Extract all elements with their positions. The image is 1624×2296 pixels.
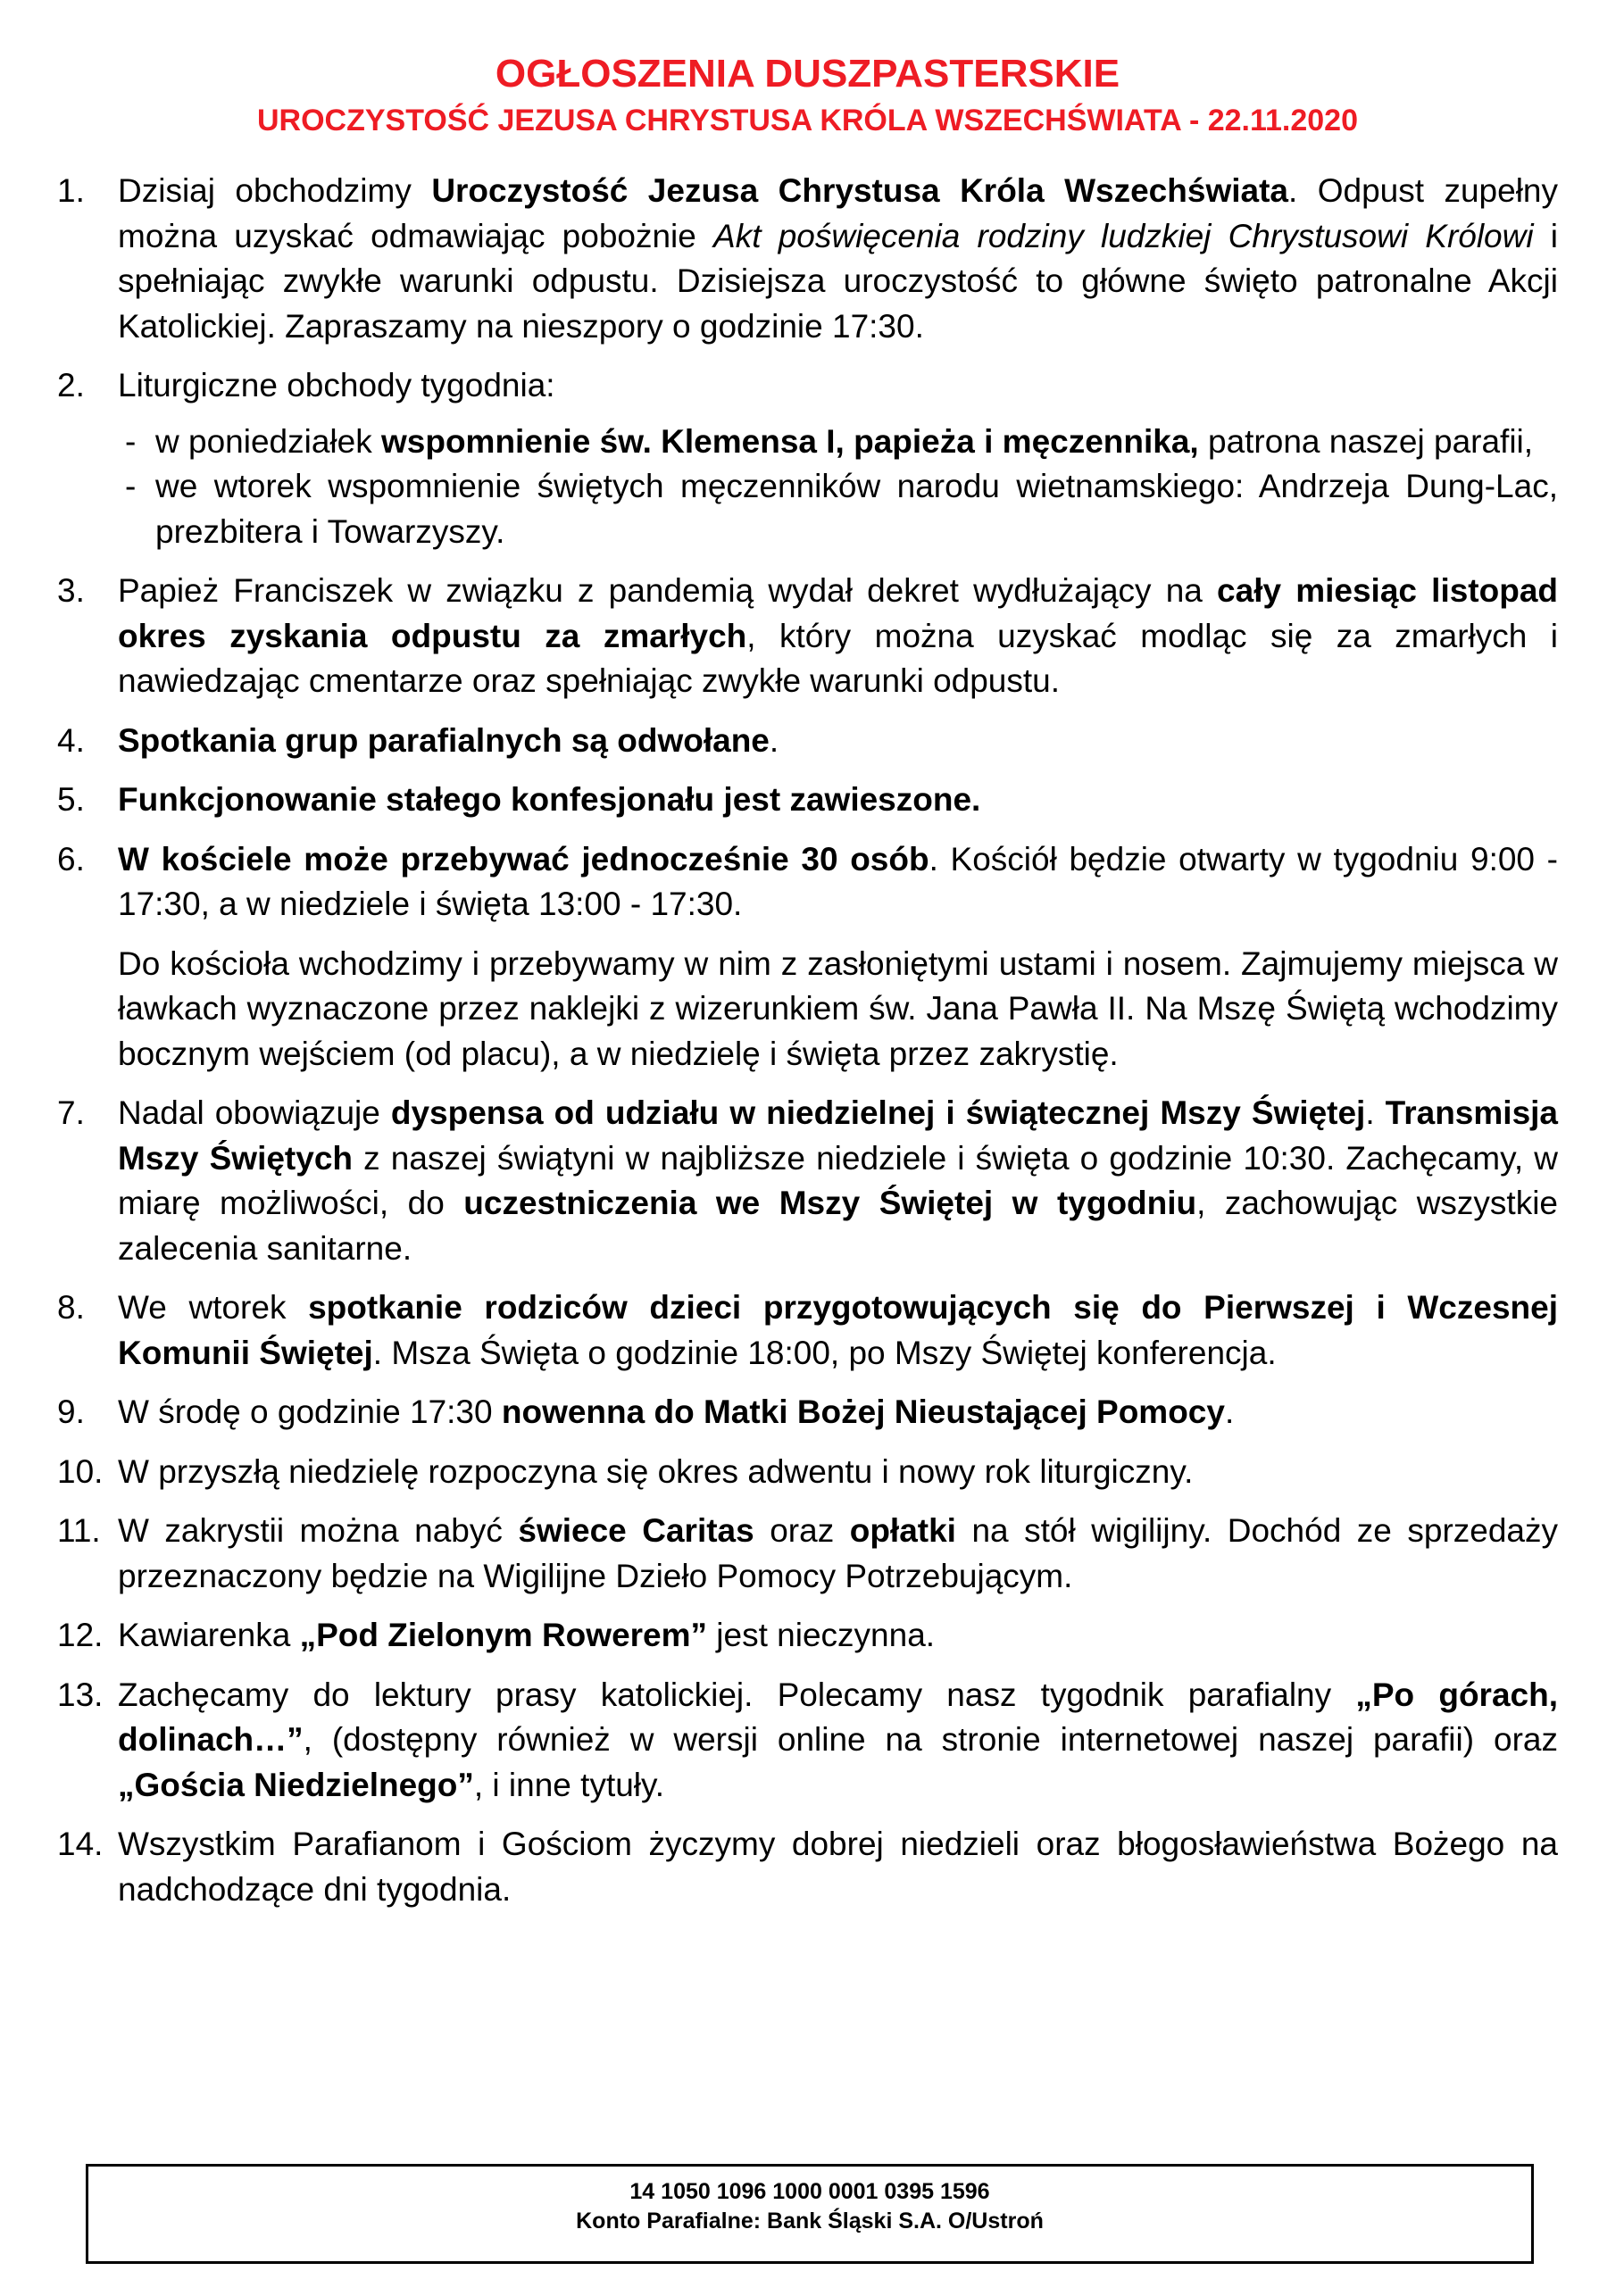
text-run: . Msza Święta o godzinie 18:00, po Mszy Świętej konferencja. (372, 1334, 1277, 1371)
item-number: 8. (57, 1289, 85, 1326)
bold-text: „Gościa Niedzielnego” (118, 1766, 474, 1803)
text-run: W przyszłą niedzielę rozpoczyna się okres adwentu i nowy rok liturgiczny. (118, 1452, 1194, 1490)
text-run: i spełniając zwykłe warunki odpustu. Dzisiejsza uroczystość to główne święto patronalne Akcji Katolickiej. Zapraszamy na nieszpory o godzinie 17:30. (118, 217, 1559, 345)
item-text (118, 1285, 1558, 1376)
item-paragraph (118, 363, 1558, 409)
text-run: W środę o godzinie 17:30 (118, 1393, 502, 1430)
announcement-item (57, 1822, 1558, 1912)
announcement-item (57, 1390, 1558, 1435)
item-paragraph (118, 1091, 1558, 1271)
bold-text: W kościele może przebywać jednocześnie 30 osób (118, 840, 929, 878)
text-run: Nadal obowiązuje (118, 1094, 391, 1131)
announcement-item (57, 719, 1558, 764)
text-run: we wtorek wspomnienie świętych męczenników narodu wietnamskiego: Andrzeja Dung-Lac, prezbitera i Towarzyszy. (155, 468, 1558, 550)
page-title: OGŁOSZENIA DUSZPASTERSKIE (495, 52, 1120, 96)
bold-text: uczestniczenia we Mszy Świętej w tygodniu (463, 1185, 1197, 1221)
item-paragraph (118, 1673, 1558, 1809)
dash-bullet: - (125, 422, 137, 460)
page-subtitle: UROCZYSTOŚĆ JEZUSA CHRYSTUSA KRÓLA WSZECHŚWIATA - 22.11.2020 (257, 104, 1358, 137)
item-text (118, 169, 1558, 349)
item-number: 9. (57, 1393, 85, 1430)
account-number: 14 1050 1096 1000 0001 0395 1596 (629, 2179, 990, 2204)
text-run: Zachęcamy do lektury prasy katolickiej. Polecamy nasz tygodnik parafialny (118, 1676, 1356, 1713)
bold-text: opłatki (849, 1512, 956, 1549)
item-text (118, 778, 1558, 823)
item-text (118, 1390, 1558, 1435)
sub-item-text (155, 420, 1558, 465)
announcement-item (57, 778, 1558, 823)
item-text (118, 719, 1558, 764)
bold-text: wspomnienie św. Klemensa I, papieża i męczennika, (380, 422, 1199, 460)
item-text (118, 363, 1558, 554)
item-text (118, 1450, 1558, 1495)
announcement-item (57, 1285, 1558, 1376)
text-run: na stół wigilijny. Dochód ze sprzedaży przeznaczony będzie na Wigilijne Dzieło Pomocy Potrzebującym. (118, 1512, 1559, 1594)
announcement-item (57, 1613, 1558, 1659)
item-number: 14. (57, 1826, 104, 1862)
item-text (118, 1673, 1558, 1809)
text-run: , zachowując wszystkie zalecenia sanitarne. (118, 1185, 1558, 1267)
item-paragraph (118, 1285, 1558, 1376)
text-run: Kawiarenka (118, 1617, 300, 1653)
text-run: We wtorek (118, 1289, 309, 1326)
item-paragraph (118, 1822, 1558, 1912)
item-number: 5. (57, 781, 85, 818)
announcement-item (57, 169, 1558, 349)
item-paragraph (118, 837, 1558, 928)
sub-list (118, 420, 1558, 555)
bold-text: Funkcjonowanie stałego konfesjonału jest zawieszone. (118, 781, 981, 818)
announcement-item (57, 569, 1558, 704)
bold-text: „Pod Zielonym Rowerem” (299, 1617, 708, 1653)
item-text (118, 1509, 1558, 1599)
item-number: 7. (57, 1094, 85, 1131)
item-text (118, 1091, 1558, 1271)
account-label: Konto Parafialne: Bank Śląski S.A. O/Ustroń (576, 2209, 1044, 2234)
item-number: 1. (57, 172, 85, 209)
text-run: , (dostępny również w wersji online na stronie internetowej naszej parafii) oraz (303, 1721, 1558, 1758)
text-run: Wszystkim Parafianom i Gościom życzymy dobrej niedzieli oraz błogosławieństwa Bożego na nadchodzące dni tygodnia. (118, 1826, 1558, 1908)
announcement-item (57, 837, 1558, 1077)
announcement-item (57, 363, 1558, 554)
bold-text: Transmisja Mszy Świętych (118, 1094, 1559, 1177)
announcement-item (57, 1673, 1558, 1809)
text-run: w poniedziałek (155, 422, 381, 460)
text-run: jest nieczynna. (707, 1617, 936, 1653)
item-number: 13. (57, 1676, 104, 1713)
text-run: Dzisiaj obchodzimy (118, 172, 432, 209)
announcement-item (57, 1450, 1558, 1495)
item-paragraph (118, 719, 1558, 764)
bold-text: Spotkania grup parafialnych są odwołane (118, 721, 770, 759)
item-paragraph (118, 1613, 1558, 1659)
text-run: , który można uzyskać modląc się za zmarłych i nawiedzając cmentarze oraz spełniając zwykłe warunki odpustu. (118, 617, 1559, 699)
text-run: oraz (754, 1512, 850, 1549)
announcement-item (57, 1509, 1558, 1599)
italic-text: Akt poświęcenia rodziny ludzkiej Chrystusowi Królowi (713, 217, 1534, 254)
item-text (118, 569, 1558, 704)
dash-bullet: - (125, 468, 137, 504)
bold-text: spotkanie rodziców dzieci przygotowujących się do Pierwszej i Wczesnej Komunii Świętej (118, 1289, 1558, 1371)
bold-text: cały miesiąc listopad okres zyskania odpustu za zmarłych (118, 572, 1558, 654)
item-text (118, 1822, 1558, 1912)
text-run: . Odpust zupełny można uzyskać odmawiając pobożnie (118, 172, 1558, 254)
item-extra-paragraph (118, 942, 1558, 1077)
text-run: Papież Franciszek w związku z pandemią wydał dekret wydłużający na (118, 572, 1218, 609)
item-paragraph (118, 1390, 1558, 1435)
text-run: . (769, 721, 779, 759)
bold-text: Uroczystość Jezusa Chrystusa Króla Wszechświata (431, 172, 1288, 209)
item-paragraph (118, 1450, 1558, 1495)
announcement-item (57, 1091, 1558, 1271)
bold-text: nowenna do Matki Bożej Nieustającej Pomocy (501, 1393, 1225, 1430)
text-run: Do kościoła wchodzimy i przebywamy w nim z zasłoniętymi ustami i nosem. Zajmujemy miejsca w ławkach wyznaczone przez naklejki z wizerunkiem św. Jana Pawła II. Na Mszę Świętą wchodzimy bocznym wejściem (od placu), a w niedzielę i święta przez zakrystię. (118, 944, 1558, 1072)
text-run: z naszej świątyni w najbliższe niedziele i święta o godzinie 10:30. Zachęcamy, w miarę możliwości, do (118, 1139, 1558, 1221)
bold-text: świece Caritas (518, 1512, 754, 1549)
bank-account-box (86, 2164, 1534, 2264)
sub-item-text (155, 464, 1558, 554)
text-run: . (1365, 1094, 1386, 1131)
item-number: 4. (57, 721, 85, 759)
item-number: 11. (57, 1512, 101, 1549)
text-run: Liturgiczne obchody tygodnia: (118, 367, 555, 403)
sub-list-item (118, 464, 1558, 554)
item-number: 10. (57, 1452, 104, 1490)
announcement-list (57, 169, 1558, 1912)
text-run: patrona naszej parafii, (1198, 422, 1534, 460)
text-run: W zakrystii można nabyć (118, 1512, 519, 1549)
sub-list-item (118, 420, 1558, 465)
item-number: 12. (57, 1617, 104, 1653)
item-paragraph (118, 569, 1558, 704)
item-text (118, 837, 1558, 1077)
bold-text: dyspensa od udziału w niedzielnej i świątecznej Mszy Świętej (390, 1094, 1366, 1131)
item-text (118, 1613, 1558, 1659)
item-number: 6. (57, 840, 85, 878)
text-run: , i inne tytuły. (473, 1766, 665, 1803)
text-run: . Kościół będzie otwarty w tygodniu 9:00 - 17:30, a w niedziele i święta 13:00 - 17:30. (118, 840, 1558, 922)
bold-text: „Po górach, dolinach…” (118, 1676, 1558, 1758)
text-run: . (1224, 1393, 1235, 1430)
item-paragraph (118, 169, 1558, 349)
item-paragraph (118, 1509, 1558, 1599)
item-number: 3. (57, 572, 85, 609)
item-number: 2. (57, 367, 85, 403)
item-paragraph (118, 778, 1558, 823)
